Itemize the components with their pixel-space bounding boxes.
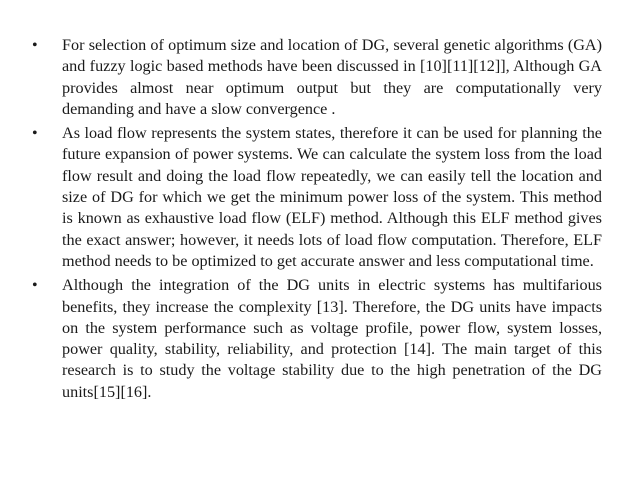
bullet-icon: • xyxy=(32,37,38,54)
bullet-icon: • xyxy=(32,277,38,295)
bullet-list xyxy=(32,35,602,406)
bullet-item-ga-fuzzy xyxy=(32,35,602,120)
bullet-text: Although the integration of the DG units in electric systems has multifarious benefits, they increase the complexity [13]. Therefore, the DG units have impacts on the system performance such as voltage profile, power flow, system losses, power quality, stability, reliability, and protection [14]. The main target of this research is to study the voltage stability due to the high penetration of the DG units[15][16]. xyxy=(62,276,602,401)
bullet-item-load-flow xyxy=(32,123,602,272)
bullet-text: For selection of optimum size and location of DG, several genetic algorithms (GA) and fuzzy logic based methods have been discussed in [10][11][12]], Although GA provides almost near optimum output but they are computationally very demanding and have a slow convergence . xyxy=(62,36,602,118)
bullet-item-dg-integration xyxy=(32,275,602,403)
bullet-text: As load flow represents the system states, therefore it can be used for planning the future expansion of power systems. We can calculate the system loss from the load flow result and doing the load flow repeatedly, we can easily tell the location and size of DG for which we get the minimum power loss of the system. This method is known as exhaustive load flow (ELF) method. Although this ELF method gives the exact answer; however, it needs lots of load flow computation. Therefore, ELF method needs to be optimized to get accurate answer and less computational time. xyxy=(62,124,602,270)
bullet-icon: • xyxy=(32,125,38,143)
